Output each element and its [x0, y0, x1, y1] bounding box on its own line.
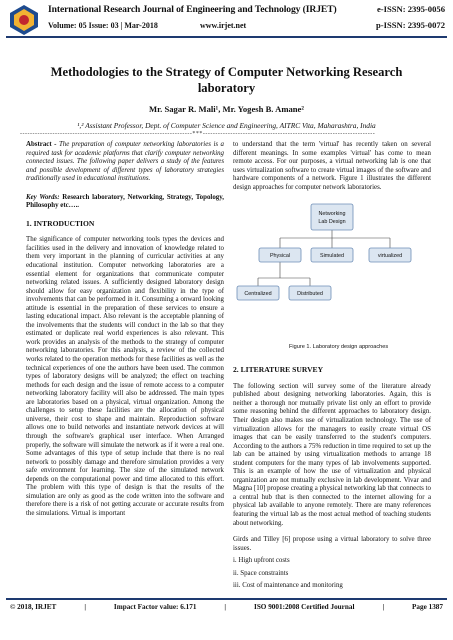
keywords-label: Key Words: [26, 193, 60, 201]
paper-title: Methodologies to the Strategy of Computer Networking Research laboratory [50, 65, 403, 95]
lab-design-diagram [233, 196, 431, 356]
node-simulated-label: Simulated [320, 253, 344, 260]
intro-paragraph: The significance of computer networking tools types the devices and facilities used in the delivery and innovation of knowledge related to them very important in the planning of curricular activities at any educational institution. Computer networking laboratories are a essential element for organizations that communicate computer networking related issues. A sufficiently designed laboratory design should allow for easy organization and flexibility in the type of involvements that can be performed in it. Consuming a onward looking attitude is essential in the preparation of these services to ensure a lasting educational impact. Also relevant is the acceptable planning of the involvements that the students will conduct in the lab so that they estimated or duplicate real world experiences is also relevant. This work provides an analysis of the methods to the strategy of computer networking laboratories. For this analysis, a review of the collected works related to the operation methods for these facilities as well as the technical experiences of one the authors have been used. The common types of laboratory designs will be analyzed; the effect on teaching methods for each design and the issue of remote access to a computer networking laboratory facility will also be addressed. The main types are laboratories based on a physical, virtual organization. Among the challenges to setup these facilities are the allocation of physical universe, their cost to shape and maintain. Reproduction software allows one to build networks and instantiate network devices at will through the software's graphical user interface. When Arranged properly, the software will simulate the network as if it were a real one. Some advantages of this type of setup include that there is no real network to possibly damage and therefore simulation provides a very safe environment for learning. The size of the simulated network depends on the computational power and time allocated to this effort. The problem with this type of design is that the results of the simulation are only as good as the code written into the software and therefore there is a risk of not getting accurate or accurate results from the simulations. Virtual is important [26, 236, 224, 517]
literature-heading: 2. LITERATURE SURVEY [233, 365, 324, 375]
figure-1 [233, 196, 431, 366]
right-column [233, 141, 431, 591]
node-virtualized-label: virtualized [377, 253, 403, 260]
intro-heading: 1. INTRODUCTION [26, 218, 95, 228]
abstract [26, 141, 224, 184]
virtual-paragraph: to understand that the term 'virtual' has recently taken on several different meanings. In some examples 'virtual' has come to mean remote access. For our purposes, a virtual networking lab is one that uses virtualization software to create virtual images of the software and hardware components of a network. Figure 1 illustrates the different design approaches for computer network laboratories. [233, 141, 431, 191]
abstract-text: The preparation of computer networking laboratories is a required task for academic platforms that clarify computer networking connected issues. The following paper delivers a study of the features and possible development of different types of laboratory strategies traditionally used in educational institutions. [26, 141, 224, 183]
node-root [311, 204, 353, 230]
list-item: iii. Cost of maintenance and monitoring [233, 582, 343, 590]
node-root-label-2: Lab Design [318, 219, 346, 226]
footer-sep: | [224, 603, 227, 611]
left-column [26, 141, 224, 518]
footer-sep: | [84, 603, 86, 611]
section-divider: ---------------------------------------------------------------------***--------------------------------------------------------------------- [20, 131, 376, 137]
list-item: i. High upfront costs [233, 557, 290, 565]
footer-rule [6, 598, 447, 600]
girds-paragraph: Girds and Tilley [6] propose using a virtual laboratory to solve three issues. [233, 536, 431, 552]
footer-copyright: © 2018, IRJET [10, 603, 57, 611]
footer-page: Page 1387 [412, 603, 443, 611]
footer-impact: Impact Factor value: 6.171 [113, 603, 197, 611]
journal-footer [10, 603, 443, 611]
footer-sep: | [382, 603, 385, 611]
keywords [26, 194, 224, 211]
node-distributed-label: Distributed [297, 291, 323, 298]
literature-paragraph: The following section will survey some of the literature already published about designing networking laboratories. Again, this is neither a thorough nor mutually private list only an effort to provide some reasoning behind the different approaches to laboratory design. Their design also makes use of virtualization technology. The use of virtualization allows for the managers to easily create virtual OS images that can be easily transferred to the student's computers. According to the authors a 75% reduction in time required to set up the lab can be attained by using virtualization methods to arrange 18 student computers for the many types of lab involvements supported. This is an example of how the use of virtualization and physical organization are not mutually exclusive in lab development. Vivar and Magna [10] propose creating a physical networking lab that connects to a central hub that is then connected to the internet allowing for a physical lab available to anyone remotely. There are many references featuring the virtual lab as the most actual method of teaching students about networking. [233, 382, 431, 527]
keywords-text: Research laboratory, Networking, Strategy, Topology, Philosophy etc….. [26, 193, 224, 210]
eissn: e-ISSN: 2395-0056 [376, 4, 445, 14]
irjet-logo [7, 3, 41, 37]
list-item: ii. Space constraints [233, 569, 289, 577]
figure-caption: Figure 1. Laboratory design approaches [289, 344, 389, 351]
journal-website[interactable]: www.irjet.net [200, 21, 247, 30]
node-root-label-1: Networking [318, 211, 346, 218]
journal-name: International Research Journal of Engineering and Technology (IRJET) [48, 4, 337, 15]
node-centralized-label: Centralized [244, 291, 272, 298]
footer-iso: ISO 9001:2008 Certified Journal [254, 603, 355, 611]
header-rule [6, 36, 447, 38]
journal-header [0, 0, 453, 42]
authors: Mr. Sagar R. Mali¹, Mr. Yogesh B. Amane² [149, 104, 304, 114]
abstract-label: Abstract - [26, 141, 57, 148]
affiliation: ¹,² Assistant Professor, Dept. of Computer Science and Engineering, AITRC Vita, Maharashtra, India [77, 121, 376, 130]
pissn: p-ISSN: 2395-0072 [376, 20, 445, 30]
node-physical-label: Physical [269, 253, 291, 260]
volume-issue: Volume: 05 Issue: 03 | Mar-2018 [48, 21, 158, 30]
